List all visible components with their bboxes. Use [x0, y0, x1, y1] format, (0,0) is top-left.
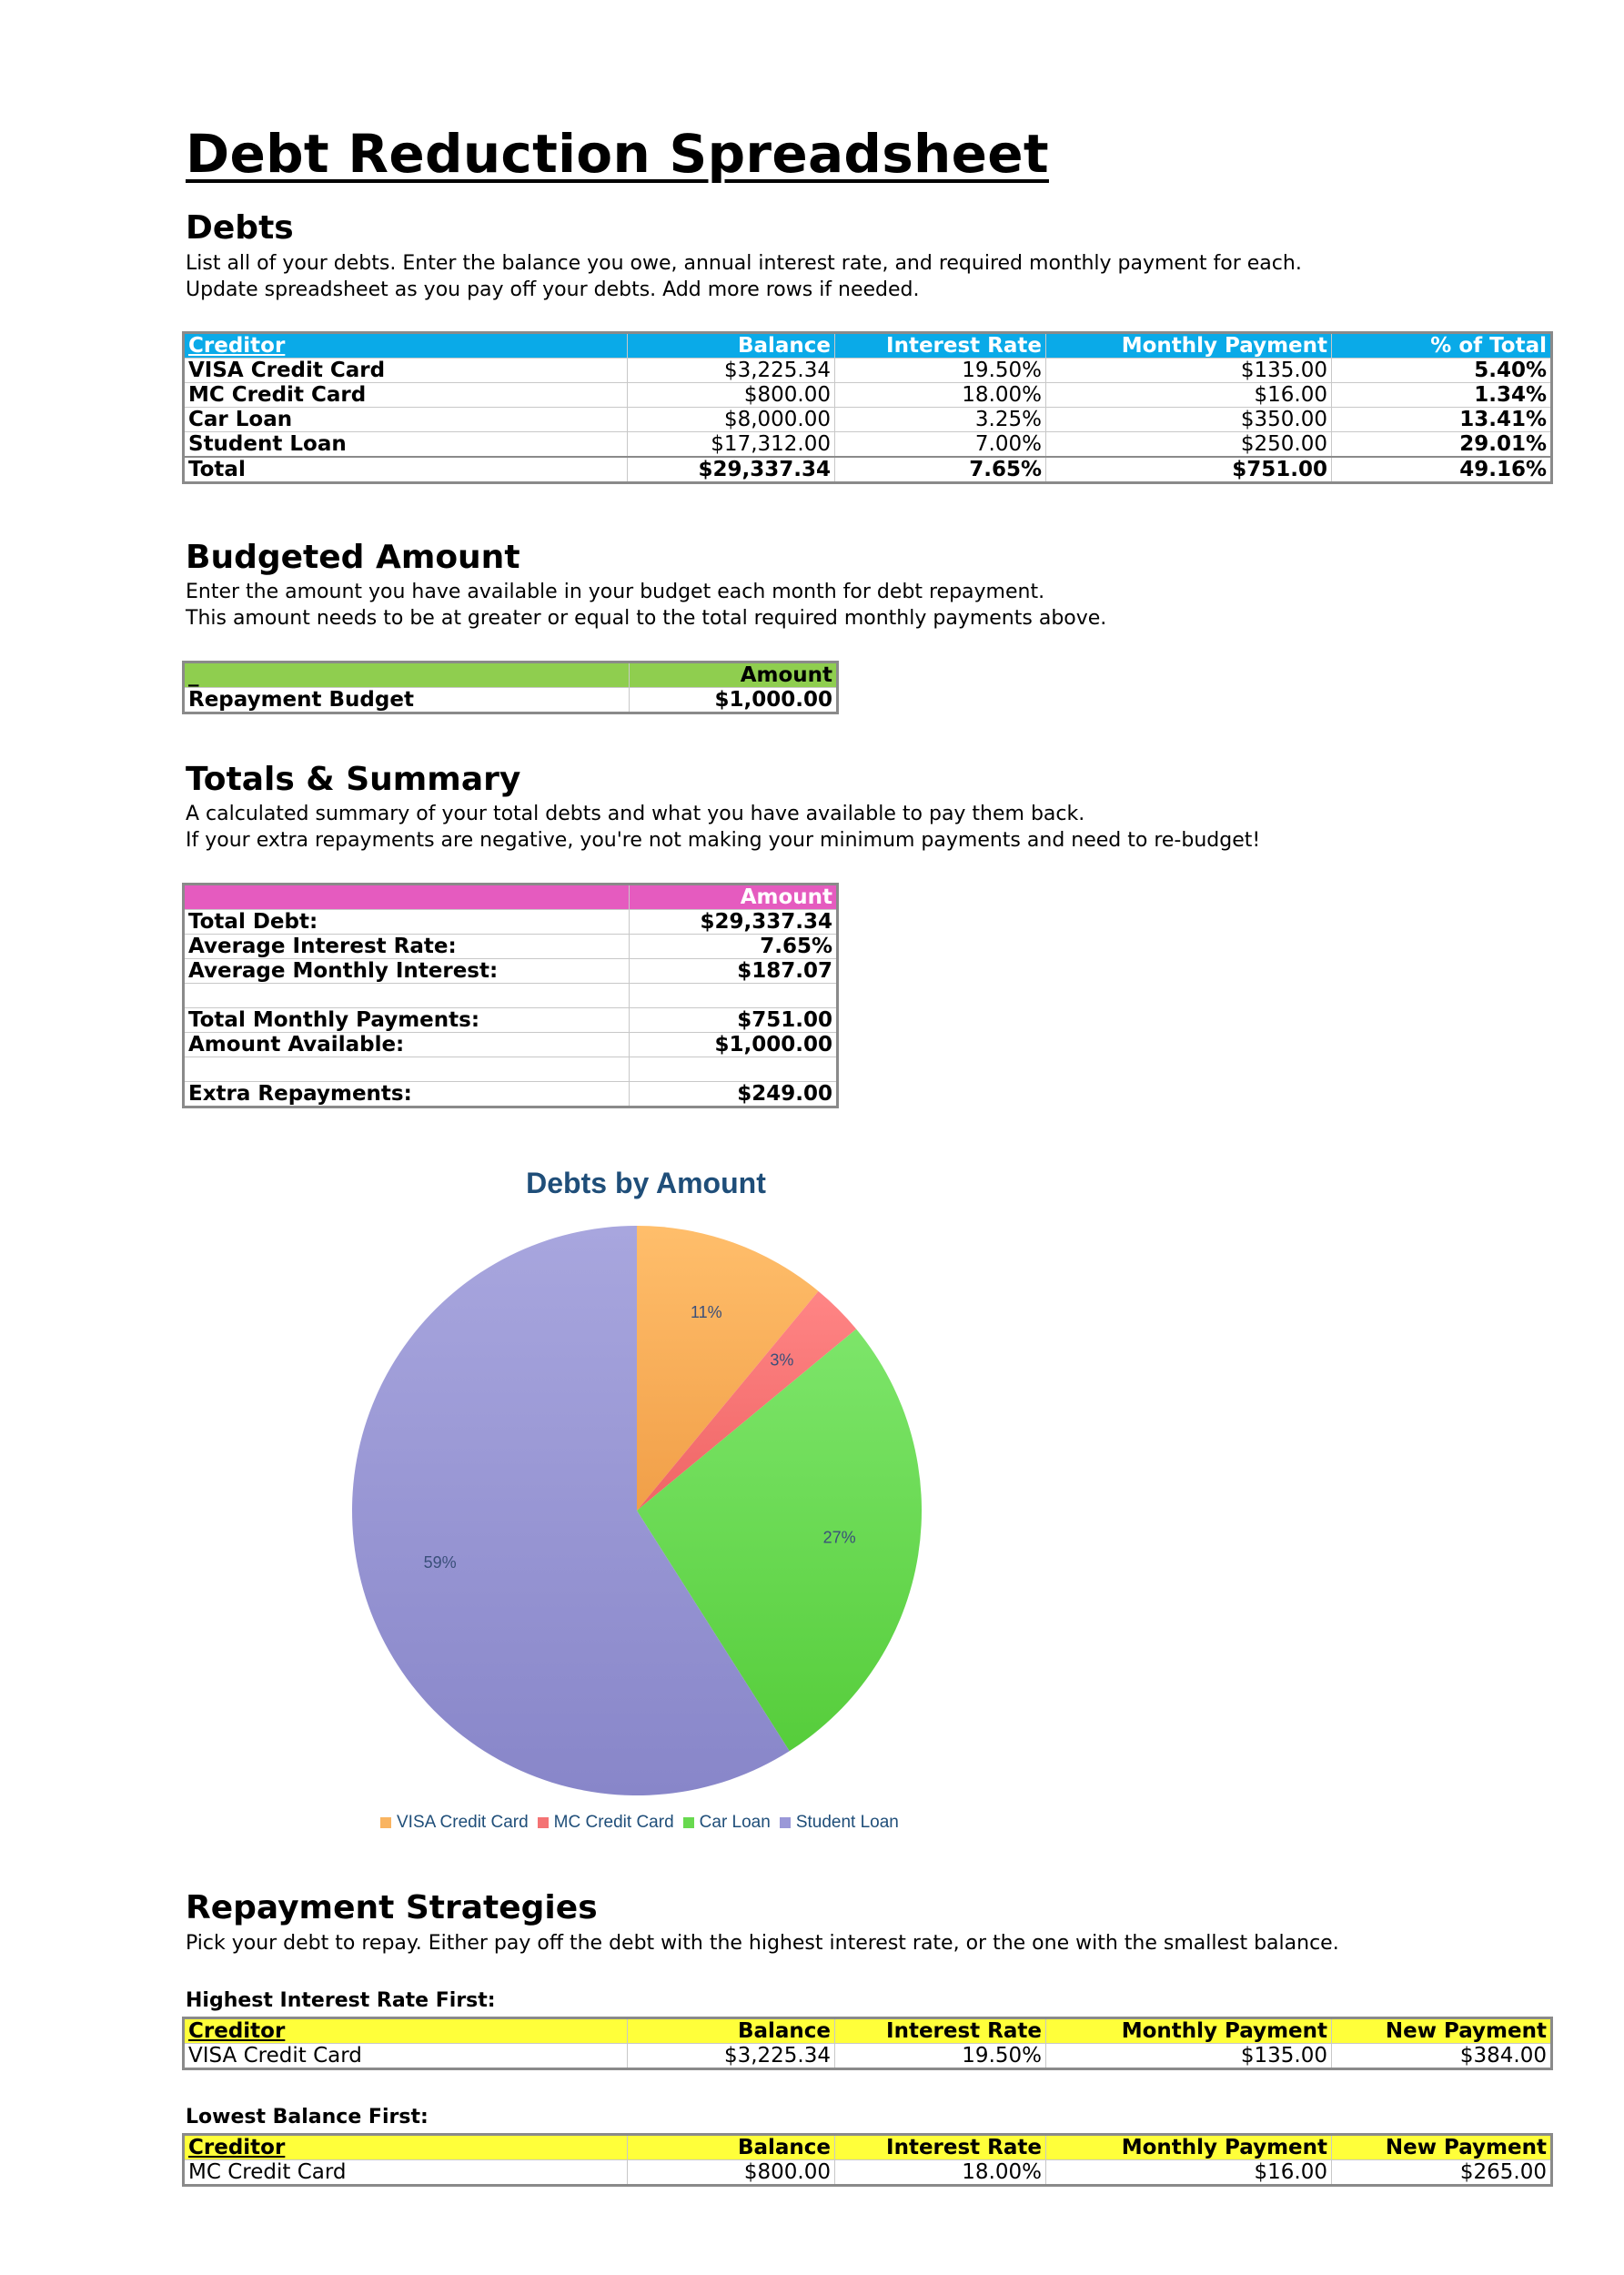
- strategies-description: Pick your debt to repay. Either pay off the debt with the highest interest rate, or the one with the smallest balance.: [186, 1932, 1339, 1955]
- balance-cell: $800.00: [628, 2160, 835, 2186]
- strategy-header-row: [184, 2135, 1552, 2160]
- percent-total-cell[interactable]: 29.01%: [1332, 432, 1552, 458]
- pie-data-label: 11%: [690, 1302, 722, 1321]
- col-creditor-header[interactable]: Creditor: [184, 2018, 628, 2044]
- legend-label: VISA Credit Card: [397, 1813, 529, 1832]
- summary-header-blank: [184, 885, 630, 910]
- legend-item: [780, 1813, 899, 1833]
- balance-cell[interactable]: $800.00: [628, 383, 835, 408]
- interest-rate-cell: 19.50%: [835, 2044, 1046, 2069]
- debts-table: [182, 331, 1553, 484]
- table-row: [184, 2044, 1552, 2069]
- total-percent[interactable]: 49.16%: [1332, 457, 1552, 483]
- summary-value[interactable]: $29,337.34: [630, 910, 838, 935]
- col-percent-total-header[interactable]: % of Total: [1332, 333, 1552, 359]
- summary-spacer[interactable]: [630, 984, 838, 1008]
- budget-description-1: Enter the amount you have available in your budget each month for debt repayment.: [186, 581, 1045, 603]
- repayment-budget-label: Repayment Budget: [184, 688, 630, 713]
- table-row: [184, 383, 1552, 408]
- strategy-header-row: [184, 2018, 1552, 2044]
- legend-item: [380, 1813, 529, 1833]
- summary-label: Total Debt:: [184, 910, 630, 935]
- budget-table: [182, 661, 839, 714]
- total-monthly-payment[interactable]: $751.00: [1046, 457, 1332, 483]
- table-row: [184, 688, 838, 713]
- summary-spacer[interactable]: [184, 1057, 630, 1082]
- interest-rate-cell[interactable]: 19.50%: [835, 359, 1046, 383]
- lowest-balance-table: [182, 2133, 1553, 2187]
- col-interest-rate-header[interactable]: Interest Rate: [835, 333, 1046, 359]
- col-balance-header: Balance: [628, 2135, 835, 2160]
- lowest-balance-heading: Lowest Balance First:: [186, 2106, 429, 2128]
- highest-interest-table: [182, 2017, 1553, 2070]
- balance-cell: $3,225.34: [628, 2044, 835, 2069]
- table-row: [184, 1082, 838, 1107]
- table-row: [184, 984, 838, 1008]
- summary-description-2: If your extra repayments are negative, you're not making your minimum payments and need to re-budget!: [186, 829, 1261, 852]
- summary-label: Total Monthly Payments:: [184, 1008, 630, 1033]
- col-monthly-payment-header[interactable]: Monthly Payment: [1046, 333, 1332, 359]
- table-row: [184, 1008, 838, 1033]
- debts-description-1: List all of your debts. Enter the balance you owe, annual interest rate, and required monthly payment for each.: [186, 252, 1302, 275]
- percent-total-cell[interactable]: 1.34%: [1332, 383, 1552, 408]
- chart-title: Debts by Amount: [526, 1167, 766, 1199]
- budget-heading: Budgeted Amount: [186, 539, 520, 576]
- creditor-cell[interactable]: MC Credit Card: [184, 383, 628, 408]
- summary-spacer[interactable]: [184, 984, 630, 1008]
- creditor-cell[interactable]: VISA Credit Card: [184, 359, 628, 383]
- legend-label: Student Loan: [795, 1813, 899, 1832]
- legend-item: [683, 1813, 771, 1833]
- budget-header-blank: _: [184, 662, 630, 688]
- table-row: [184, 910, 838, 935]
- budget-amount-header: Amount: [630, 662, 838, 688]
- interest-rate-cell: 18.00%: [835, 2160, 1046, 2186]
- summary-value[interactable]: $751.00: [630, 1008, 838, 1033]
- legend-label: Car Loan: [699, 1813, 771, 1832]
- new-payment-cell: $384.00: [1332, 2044, 1552, 2069]
- debts-heading: Debts: [186, 209, 294, 247]
- summary-label: Average Interest Rate:: [184, 935, 630, 959]
- legend-item: [538, 1813, 674, 1833]
- col-creditor-header[interactable]: Creditor: [184, 2135, 628, 2160]
- repayment-budget-input[interactable]: $1,000.00: [630, 688, 838, 713]
- highest-interest-heading: Highest Interest Rate First:: [186, 1989, 496, 2012]
- table-row: [184, 1057, 838, 1082]
- balance-cell[interactable]: $3,225.34: [628, 359, 835, 383]
- legend-swatch: [683, 1817, 694, 1828]
- creditor-select[interactable]: VISA Credit Card: [184, 2044, 628, 2069]
- monthly-payment-cell[interactable]: $350.00: [1046, 408, 1332, 432]
- summary-table: [182, 883, 839, 1108]
- table-row: [184, 1033, 838, 1057]
- table-row: [184, 2160, 1552, 2186]
- pie-data-label: 59%: [423, 1552, 457, 1572]
- col-monthly-payment-header: Monthly Payment: [1046, 2018, 1332, 2044]
- summary-heading: Totals & Summary: [186, 761, 521, 798]
- debts-total-row: [184, 457, 1552, 483]
- percent-total-cell[interactable]: 13.41%: [1332, 408, 1552, 432]
- pie-data-label: 3%: [770, 1350, 794, 1370]
- summary-value[interactable]: $187.07: [630, 959, 838, 984]
- monthly-payment-cell[interactable]: $135.00: [1046, 359, 1332, 383]
- new-payment-cell: $265.00: [1332, 2160, 1552, 2186]
- interest-rate-cell[interactable]: 3.25%: [835, 408, 1046, 432]
- percent-total-cell[interactable]: 5.40%: [1332, 359, 1552, 383]
- summary-header-row: [184, 885, 838, 910]
- col-interest-rate-header: Interest Rate: [835, 2018, 1046, 2044]
- creditor-cell[interactable]: Student Loan: [184, 432, 628, 458]
- col-interest-rate-header: Interest Rate: [835, 2135, 1046, 2160]
- monthly-payment-cell: $16.00: [1046, 2160, 1332, 2186]
- summary-label: Amount Available:: [184, 1033, 630, 1057]
- table-row: [184, 408, 1552, 432]
- legend-swatch: [780, 1817, 791, 1828]
- budget-header-row: [184, 662, 838, 688]
- summary-spacer[interactable]: [630, 1057, 838, 1082]
- pie-data-label: 27%: [822, 1528, 856, 1547]
- legend-swatch: [380, 1817, 391, 1828]
- summary-label: Average Monthly Interest:: [184, 959, 630, 984]
- summary-description-1: A calculated summary of your total debts and what you have available to pay them back.: [186, 803, 1085, 825]
- page-title: Debt Reduction Spreadsheet: [186, 123, 1049, 185]
- debts-header-row: [184, 333, 1552, 359]
- creditor-cell[interactable]: Car Loan: [184, 408, 628, 432]
- legend-label: MC Credit Card: [553, 1813, 674, 1832]
- legend-swatch: [538, 1817, 549, 1828]
- debts-description-2: Update spreadsheet as you pay off your debts. Add more rows if needed.: [186, 278, 920, 301]
- interest-rate-cell[interactable]: 18.00%: [835, 383, 1046, 408]
- col-new-payment-header: New Payment: [1332, 2018, 1552, 2044]
- monthly-payment-cell[interactable]: $16.00: [1046, 383, 1332, 408]
- monthly-payment-cell[interactable]: $250.00: [1046, 432, 1332, 458]
- monthly-payment-cell: $135.00: [1046, 2044, 1332, 2069]
- strategies-heading: Repayment Strategies: [186, 1889, 598, 1926]
- table-row: [184, 359, 1552, 383]
- pie-chart: [328, 1210, 946, 1811]
- col-balance-header[interactable]: Balance: [628, 333, 835, 359]
- interest-rate-cell[interactable]: 7.00%: [835, 432, 1046, 458]
- col-monthly-payment-header: Monthly Payment: [1046, 2135, 1332, 2160]
- summary-amount-header: Amount: [630, 885, 838, 910]
- total-label: Total: [184, 457, 628, 483]
- summary-value[interactable]: 7.65%: [630, 935, 838, 959]
- total-balance[interactable]: $29,337.34: [628, 457, 835, 483]
- col-creditor-header[interactable]: Creditor: [184, 333, 628, 359]
- total-interest-rate[interactable]: 7.65%: [835, 457, 1046, 483]
- summary-value[interactable]: $1,000.00: [630, 1033, 838, 1057]
- table-row: [184, 959, 838, 984]
- balance-cell[interactable]: $8,000.00: [628, 408, 835, 432]
- budget-description-2: This amount needs to be at greater or equal to the total required monthly payments above.: [186, 607, 1107, 630]
- col-balance-header: Balance: [628, 2018, 835, 2044]
- table-row: [184, 935, 838, 959]
- summary-value[interactable]: $249.00: [630, 1082, 838, 1107]
- table-row: [184, 432, 1552, 458]
- chart-legend: [380, 1813, 899, 1833]
- balance-cell[interactable]: $17,312.00: [628, 432, 835, 458]
- summary-label: Extra Repayments:: [184, 1082, 630, 1107]
- col-new-payment-header: New Payment: [1332, 2135, 1552, 2160]
- creditor-select[interactable]: MC Credit Card: [184, 2160, 628, 2186]
